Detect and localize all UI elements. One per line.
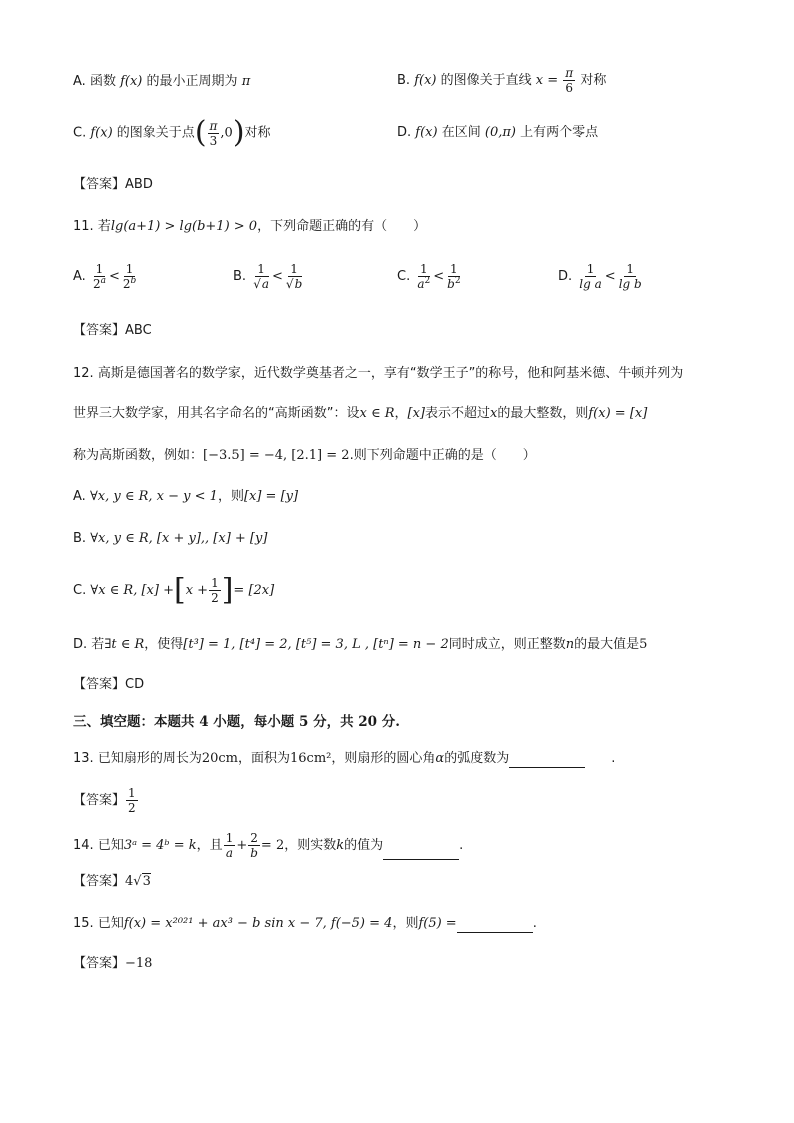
answer-blank bbox=[383, 845, 459, 860]
q11-option-c bbox=[397, 262, 464, 291]
denominator: 2 bbox=[128, 801, 136, 815]
denominator: lg a bbox=[579, 277, 602, 291]
numerator: 1 bbox=[419, 262, 428, 276]
answer-value: ABC bbox=[125, 323, 152, 338]
numerator: 1 bbox=[125, 262, 134, 276]
base: a bbox=[417, 277, 425, 291]
plus: + bbox=[236, 838, 248, 853]
q11-answer bbox=[73, 322, 152, 340]
question-number: 15. bbox=[73, 916, 94, 931]
q10-answer bbox=[73, 176, 153, 194]
option-text: ，使得 bbox=[144, 637, 184, 652]
period: . bbox=[532, 916, 537, 931]
exponent: b bbox=[130, 276, 137, 286]
math: k bbox=[336, 838, 345, 853]
numerator: 1 bbox=[257, 262, 265, 276]
denominator: √a bbox=[253, 277, 270, 291]
math: x + bbox=[185, 583, 209, 598]
answer-blank bbox=[509, 753, 585, 768]
math: 20cm bbox=[201, 751, 238, 766]
fraction-pi-3 bbox=[208, 119, 220, 148]
option-label: B. bbox=[233, 269, 247, 284]
q12-option-d bbox=[73, 636, 647, 654]
option-text: 函数 bbox=[89, 74, 116, 89]
base: 2 bbox=[92, 277, 101, 291]
question-text: 称为高斯函数，例如： bbox=[73, 448, 204, 463]
fraction bbox=[91, 262, 108, 291]
q12-option-c bbox=[73, 574, 274, 608]
answer-label: 【答案】 bbox=[73, 677, 126, 692]
option-text: 的最大值是 bbox=[574, 637, 640, 652]
q11-option-a bbox=[73, 262, 139, 291]
denominator: 6 bbox=[565, 81, 574, 95]
numerator: 1 bbox=[450, 262, 458, 276]
q14-stem bbox=[73, 831, 463, 860]
math: f(x) = x²⁰²¹ + ax³ − b sin x − 7, f(−5) = 4 bbox=[123, 916, 393, 931]
q12-answer bbox=[73, 676, 144, 694]
question-text: ，则实数 bbox=[284, 838, 337, 853]
numerator: 1 bbox=[211, 576, 219, 590]
numerator: π bbox=[565, 66, 574, 80]
denominator: a bbox=[225, 846, 234, 860]
less-than: < bbox=[604, 269, 616, 284]
option-label: A. bbox=[73, 489, 86, 504]
answer-label: 【答案】 bbox=[73, 177, 126, 192]
numerator: π bbox=[209, 118, 218, 133]
radicand: 3 bbox=[142, 874, 151, 889]
math: f(5) = bbox=[418, 916, 457, 931]
q13-answer bbox=[73, 786, 139, 815]
question-text: 表示不超过 bbox=[425, 406, 491, 421]
math: [t³] = 1, [t⁴] = 2, [t⁵] = 3, L , [tⁿ] = n − 2 bbox=[183, 637, 449, 652]
answer-label: 【答案】 bbox=[73, 956, 126, 971]
math: [x] = [y] bbox=[243, 489, 299, 504]
math-pi: π bbox=[241, 74, 251, 89]
math: f(x) = [x] bbox=[588, 406, 648, 421]
math-zero: ,0 bbox=[220, 125, 233, 141]
math: ∀x, y ∈ R, x − y < 1 bbox=[89, 489, 218, 504]
answer-sqrt: √3 bbox=[133, 874, 151, 889]
less-than: < bbox=[272, 269, 283, 284]
answer-value: −18 bbox=[125, 956, 153, 971]
question-number: 12. bbox=[73, 366, 94, 381]
answer-value: CD bbox=[125, 677, 145, 692]
left-paren: ( bbox=[194, 115, 207, 150]
q11-stem bbox=[73, 218, 426, 236]
option-label: A. bbox=[73, 74, 86, 89]
fraction bbox=[617, 262, 644, 291]
numerator: 1 bbox=[95, 262, 104, 276]
fraction bbox=[251, 262, 271, 291]
math-fx: f(x) bbox=[414, 73, 437, 88]
q11-option-d bbox=[558, 262, 645, 291]
denominator: √b bbox=[285, 277, 303, 291]
q12-stem-line2 bbox=[73, 405, 647, 423]
option-label: A. bbox=[73, 269, 86, 284]
math: 5 bbox=[639, 637, 648, 652]
question-number: 11. bbox=[73, 219, 94, 234]
fraction bbox=[415, 262, 432, 291]
q10-option-a bbox=[73, 73, 250, 91]
left-bracket: [ bbox=[173, 572, 186, 608]
fraction bbox=[445, 262, 462, 291]
less-than: < bbox=[108, 269, 120, 284]
option-text: 若 bbox=[91, 637, 105, 652]
question-text: ，面积为 bbox=[238, 751, 291, 766]
base: b bbox=[447, 277, 455, 291]
q10-option-c bbox=[73, 115, 271, 150]
option-label: B. bbox=[73, 531, 87, 546]
question-text: ，下列命题正确的有（ ） bbox=[257, 219, 427, 234]
question-text: 的值为 bbox=[344, 838, 384, 853]
option-text: 的最小正周期为 bbox=[146, 74, 238, 89]
math: x ∈ R bbox=[359, 406, 395, 421]
option-text: 同时成立，则正整数 bbox=[448, 637, 566, 652]
base: 2 bbox=[122, 277, 131, 291]
q12-stem-line1 bbox=[73, 365, 683, 383]
option-text: 的图像关于直线 bbox=[440, 73, 532, 88]
option-text: 对称 bbox=[244, 125, 271, 141]
right-paren: ) bbox=[232, 115, 245, 150]
question-text: 已知 bbox=[97, 916, 124, 931]
fraction bbox=[248, 831, 260, 860]
question-text: .则下列命题中正确的是（ ） bbox=[349, 448, 536, 463]
numerator: 2 bbox=[250, 831, 258, 845]
q10-option-d bbox=[397, 124, 598, 142]
exponent: 2 bbox=[454, 276, 461, 286]
question-text: 世界三大数学家，用其名字命名的“高斯函数”：设 bbox=[73, 406, 360, 421]
math-x: x = bbox=[535, 73, 559, 88]
denominator: 3 bbox=[209, 133, 218, 148]
less-than: < bbox=[433, 269, 445, 284]
answer-blank bbox=[457, 918, 533, 933]
radicand: b bbox=[294, 277, 303, 291]
denominator bbox=[445, 277, 462, 291]
denominator bbox=[121, 277, 138, 291]
exponent: 2 bbox=[424, 276, 431, 286]
denominator bbox=[415, 277, 432, 291]
option-label: D. bbox=[558, 269, 573, 284]
q11-option-b bbox=[233, 262, 305, 291]
option-text: 在区间 bbox=[441, 125, 481, 140]
question-text: ，则 bbox=[392, 916, 419, 931]
q13-stem bbox=[73, 750, 615, 768]
q15-stem bbox=[73, 915, 537, 933]
exponent: a bbox=[100, 276, 106, 286]
option-label: D. bbox=[397, 125, 412, 140]
numerator: 1 bbox=[586, 262, 595, 276]
math-fx: f(x) bbox=[415, 125, 438, 140]
numerator: 1 bbox=[290, 262, 298, 276]
q12-option-a bbox=[73, 488, 298, 506]
math: ∀x, y ∈ R, [x + y],, [x] + [y] bbox=[90, 531, 268, 546]
math-fx: f(x) bbox=[120, 74, 143, 89]
answer-value: 4 bbox=[125, 874, 134, 889]
fraction bbox=[121, 262, 138, 291]
right-bracket: ] bbox=[221, 572, 234, 608]
math-interval: (0,π) bbox=[484, 125, 516, 140]
question-text: 已知 bbox=[97, 838, 124, 853]
radicand: a bbox=[261, 277, 270, 291]
option-label: B. bbox=[397, 73, 411, 88]
numerator: 1 bbox=[626, 262, 635, 276]
question-text: 高斯是德国著名的数学家，近代数学奠基者之一，享有“数学王子”的称号，他和阿基米德、牛顿并列为 bbox=[97, 366, 684, 381]
q12-stem-line3 bbox=[73, 447, 536, 465]
numerator: 1 bbox=[225, 831, 234, 845]
math: [−3.5] = −4, [2.1] = 2 bbox=[203, 448, 350, 463]
option-label: C. bbox=[73, 583, 87, 598]
denominator: b bbox=[250, 846, 258, 860]
q12-option-b bbox=[73, 530, 267, 548]
question-number: 14. bbox=[73, 838, 94, 853]
fraction bbox=[577, 262, 604, 291]
math: α bbox=[435, 751, 445, 766]
math: 16cm² bbox=[290, 751, 332, 766]
math: n bbox=[565, 637, 575, 652]
q10-option-b bbox=[397, 66, 606, 95]
question-text: 的最大整数，则 bbox=[497, 406, 589, 421]
option-label: D. bbox=[73, 637, 88, 652]
answer-label: 【答案】 bbox=[73, 874, 126, 889]
option-text: 对称 bbox=[580, 73, 607, 88]
question-text: ， bbox=[394, 406, 408, 421]
fraction-pi-6 bbox=[563, 66, 575, 95]
numerator: 1 bbox=[128, 786, 136, 800]
question-text: 若 bbox=[97, 219, 111, 234]
math: 3ᵃ = 4ᵇ = k bbox=[123, 838, 197, 853]
denominator bbox=[91, 277, 108, 291]
option-text: 的图象关于点 bbox=[116, 125, 195, 141]
math: x bbox=[490, 406, 498, 421]
question-number: 13. bbox=[73, 751, 94, 766]
section-heading: 三、填空题：本题共 4 小题，每小题 5 分，共 20 分. bbox=[73, 714, 400, 730]
fraction bbox=[284, 262, 304, 291]
answer-fraction bbox=[126, 786, 138, 815]
fraction-1-2 bbox=[209, 576, 221, 605]
option-text: 上有两个零点 bbox=[520, 125, 599, 140]
question-text: 的弧度数为 bbox=[444, 751, 510, 766]
math: = [2x] bbox=[233, 583, 275, 598]
option-label: C. bbox=[397, 269, 411, 284]
answer-label: 【答案】 bbox=[73, 793, 126, 808]
q15-answer bbox=[73, 955, 152, 973]
math: [x] bbox=[407, 406, 425, 421]
answer-label: 【答案】 bbox=[73, 323, 126, 338]
question-text: 已知扇形的周长为 bbox=[97, 751, 202, 766]
math: = 2 bbox=[260, 838, 285, 853]
answer-value: ABD bbox=[125, 177, 153, 192]
denominator: lg b bbox=[618, 277, 642, 291]
math-condition: lg(a+1) > lg(b+1) > 0 bbox=[110, 219, 258, 234]
denominator: 2 bbox=[211, 591, 219, 605]
question-text: ，且 bbox=[196, 838, 223, 853]
math-fx: f(x) bbox=[90, 125, 113, 141]
option-label: C. bbox=[73, 125, 87, 141]
q14-answer bbox=[73, 873, 151, 891]
math: ∀x ∈ R, [x] + bbox=[90, 583, 174, 598]
fraction bbox=[224, 831, 236, 860]
option-text: ，则 bbox=[217, 489, 244, 504]
period: . bbox=[611, 751, 616, 766]
period: . bbox=[459, 838, 464, 853]
question-text: ，则扇形的圆心角 bbox=[331, 751, 436, 766]
math: ∃t ∈ R bbox=[104, 637, 145, 652]
